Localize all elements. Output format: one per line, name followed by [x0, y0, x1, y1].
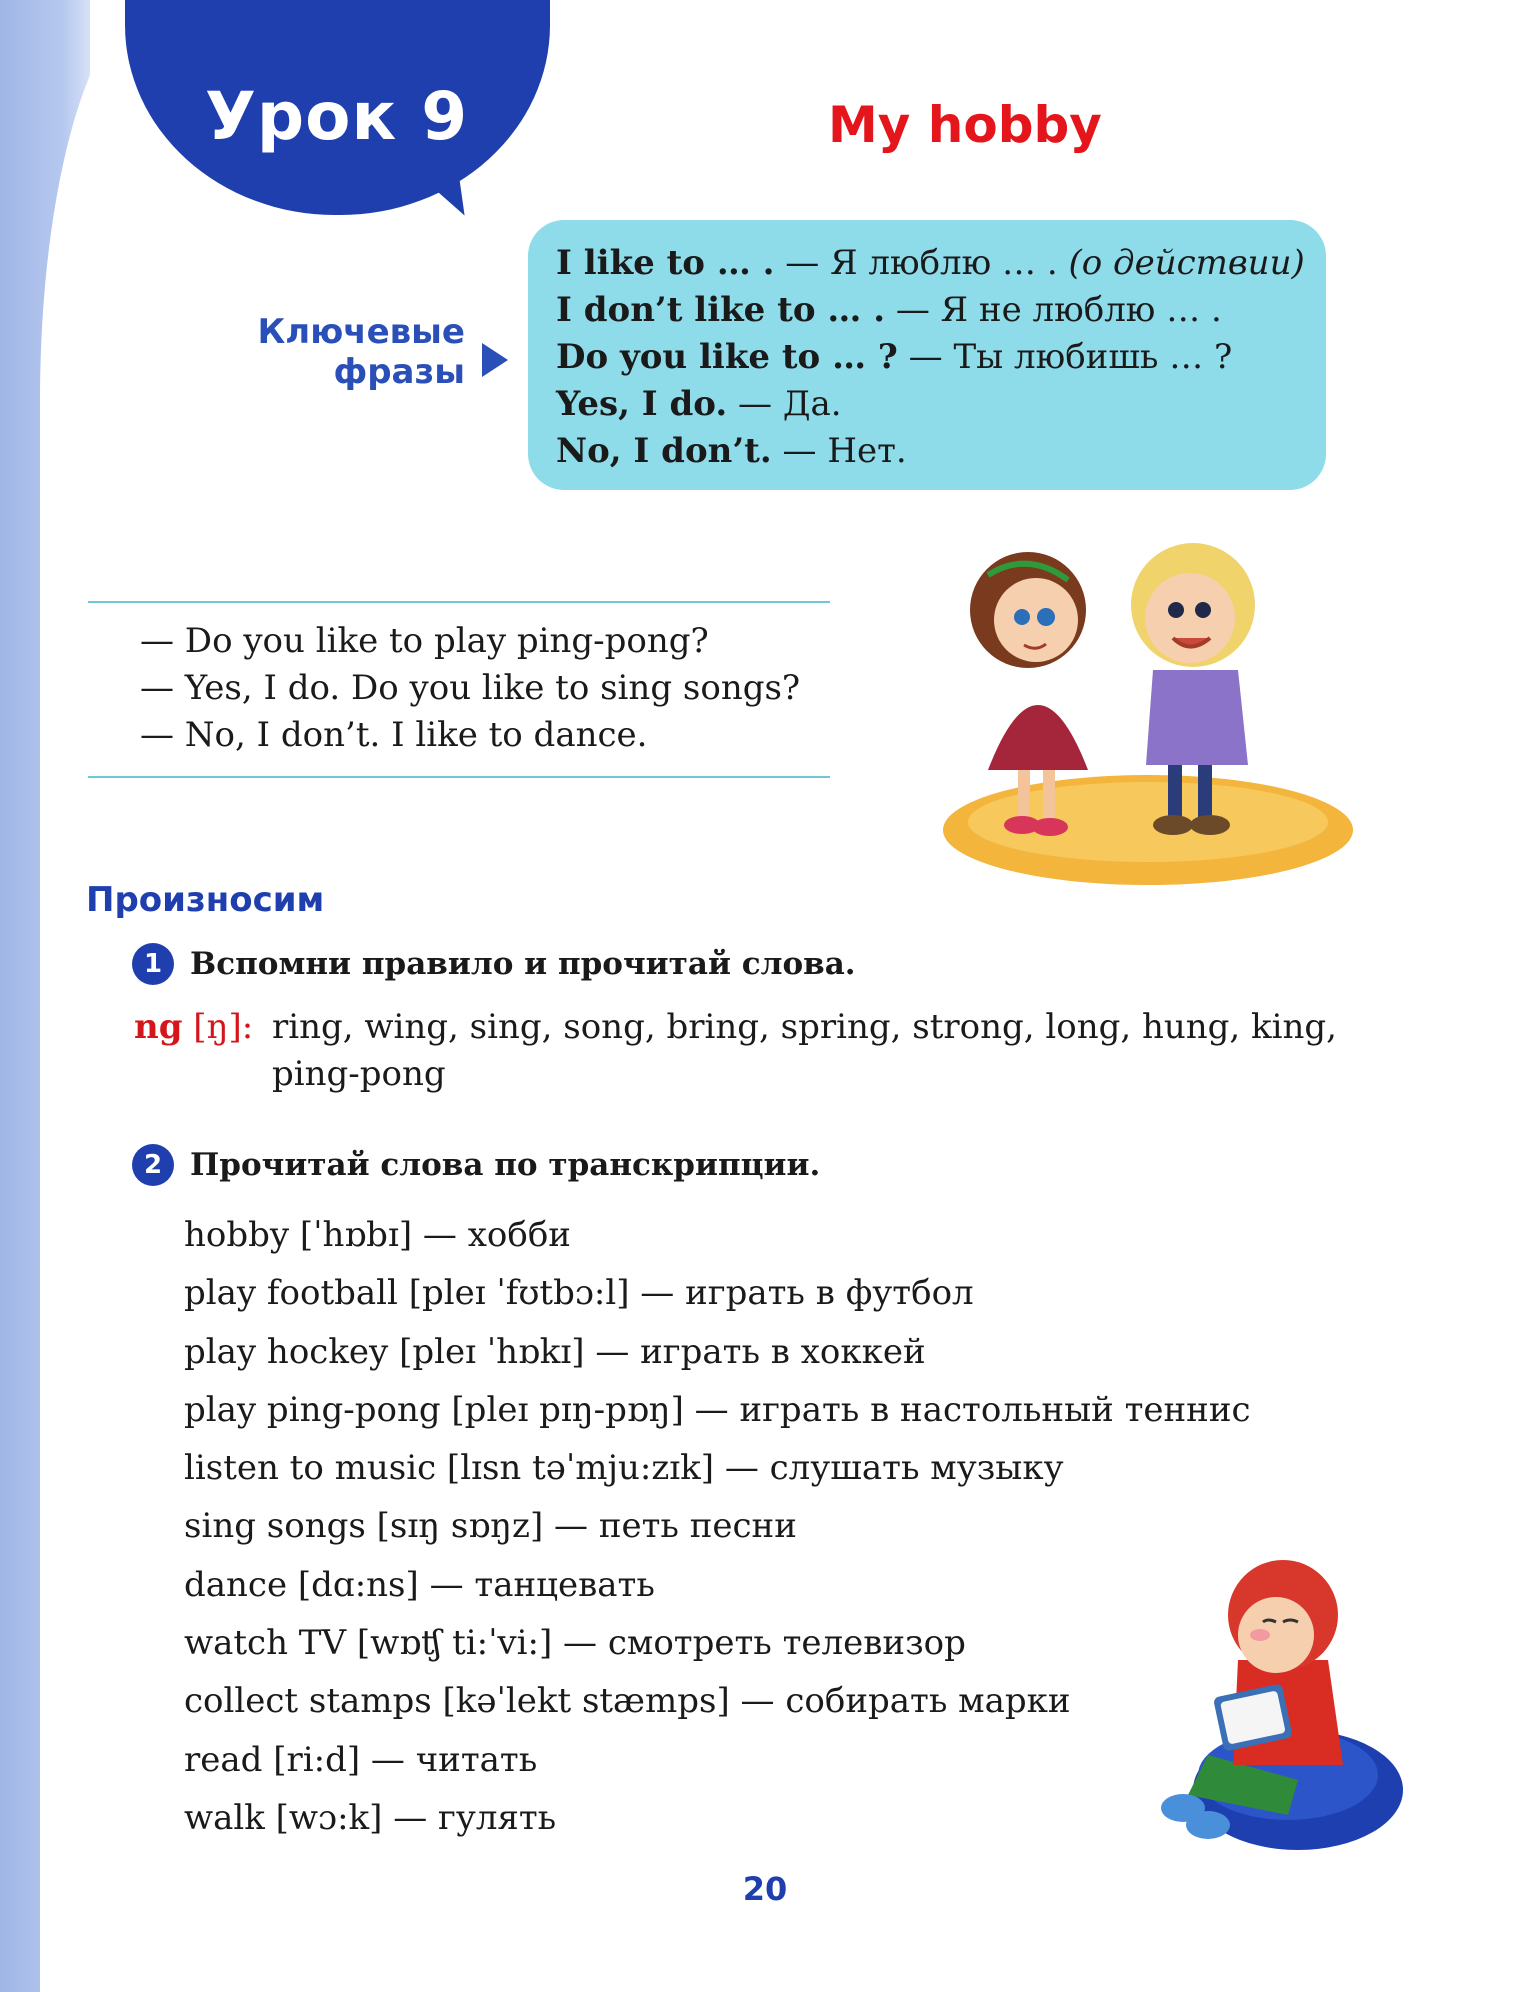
key-phrase: No, I don’t. — Нет.: [556, 431, 907, 471]
task-2-text: Прочитай слова по транскрипции.: [190, 1147, 821, 1183]
task-number-badge: 1: [132, 943, 174, 985]
dialog: [140, 618, 800, 759]
vocabulary-item: sing songs [sɪŋ sɒŋz] — петь песни: [184, 1506, 797, 1547]
kids-illustration: [918, 520, 1358, 890]
ng-words-line2: ping-pong: [272, 1054, 446, 1094]
vocabulary-item: watch TV [wɒʧ ti:ˈvi:] — смотреть телевизор: [184, 1623, 966, 1664]
dialog-divider-top: [88, 601, 830, 603]
vocabulary-item: walk [wɔ:k] — гулять: [184, 1797, 557, 1838]
lesson-bubble-tail: [395, 146, 464, 224]
task-number-badge: 2: [132, 1144, 174, 1186]
ng-rule-label: ng: [134, 1007, 183, 1047]
ng-rule: [134, 1004, 1337, 1094]
vocabulary-item: read [ri:d] — читать: [184, 1739, 538, 1780]
vocabulary-item: hobby [ˈhɒbɪ] — хобби: [184, 1215, 571, 1255]
key-phrase: I like to … . — Я люблю … . (о действии): [556, 243, 1305, 283]
task-2-heading: [132, 1144, 820, 1186]
ng-rule-phonetic: [ŋ]:: [182, 1007, 254, 1047]
task-1-heading: [132, 943, 856, 985]
key-phrases-label-line2: фразы: [333, 352, 465, 392]
vocabulary-item: dance [dɑ:ns] — танцевать: [184, 1564, 655, 1605]
vocabulary-list: [184, 1206, 1251, 1847]
dialog-line: — Yes, I do. Do you like to sing songs?: [140, 668, 801, 708]
dialog-line: — No, I don’t. I like to dance.: [140, 715, 648, 755]
page-margin-curve: [40, 0, 160, 1992]
vocabulary-item: play ping-pong [pleɪ pɪŋ-pɒŋ] — играть в настольный теннис: [184, 1389, 1251, 1430]
lesson-title: Урок 9: [205, 78, 469, 155]
key-phrase: Do you like to … ? — Ты любишь … ?: [556, 337, 1233, 377]
ng-words-line1: ring, wing, sing, song, bring, spring, strong, long, hung, king,: [272, 1007, 1337, 1047]
reading-boy-illustration: [1148, 1540, 1408, 1860]
key-phrase: I don’t like to … . — Я не люблю … .: [556, 290, 1222, 330]
section-title: Произносим: [86, 880, 325, 920]
topic-title: My hobby: [828, 96, 1102, 154]
key-phrases-box: [528, 220, 1326, 490]
task-1-text: Вспомни правило и прочитай слова.: [190, 946, 856, 982]
key-phrase: Yes, I do. — Да.: [556, 384, 842, 424]
vocabulary-item: collect stamps [kəˈlekt stæmps] — собирать марки: [184, 1681, 1071, 1722]
dialog-line: — Do you like to play ping-pong?: [140, 621, 709, 661]
dialog-divider-bottom: [88, 776, 830, 778]
vocabulary-item: listen to music [lɪsn təˈmju:zɪk] — слушать музыку: [184, 1448, 1064, 1489]
vocabulary-item: play football [pleɪ ˈfʊtbɔ:l] — играть в футбол: [184, 1273, 974, 1314]
page-number: 20: [742, 1870, 788, 1908]
vocabulary-item: play hockey [pleɪ ˈhɒkɪ] — играть в хоккей: [184, 1331, 926, 1372]
arrow-right-icon: [482, 343, 508, 377]
key-phrases-label: [250, 312, 465, 392]
key-phrases-label-line1: Ключевые: [257, 312, 465, 352]
